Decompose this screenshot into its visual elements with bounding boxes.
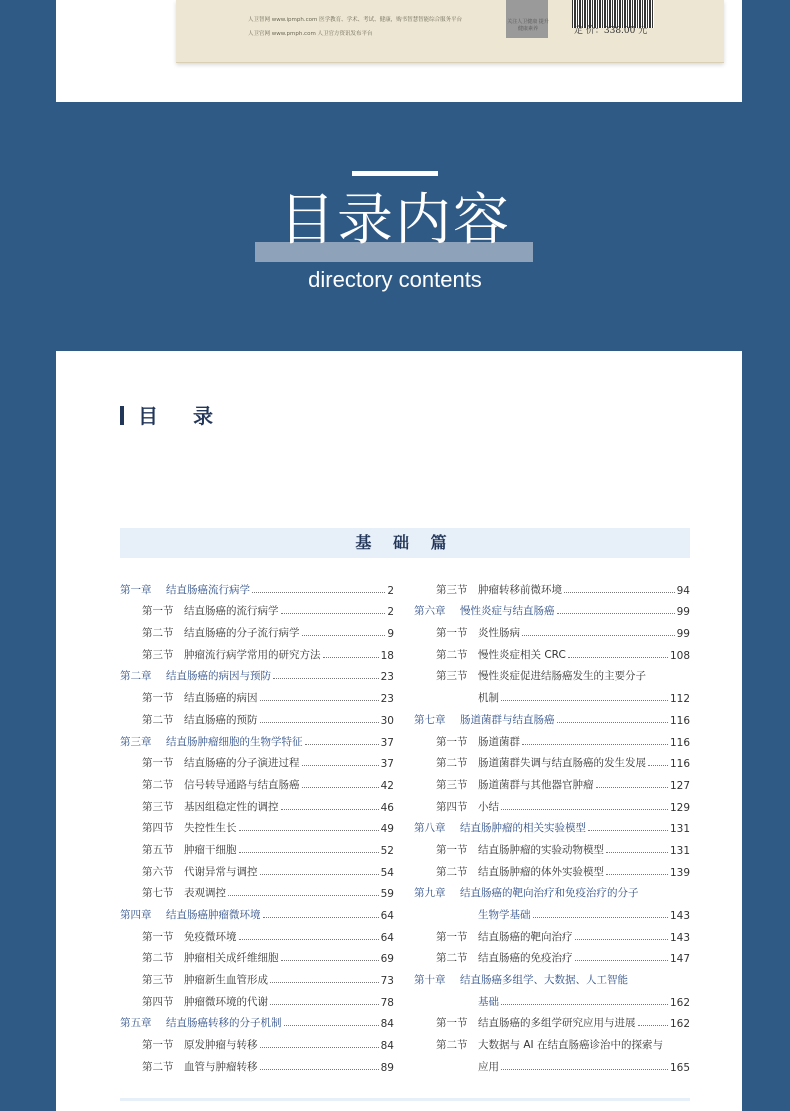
dot-leader xyxy=(263,917,379,918)
toc-entry-title: 结直肠癌的病因与预防 xyxy=(166,670,271,683)
toc-entry-title: 肠道菌群与其他器官肿瘤 xyxy=(478,778,594,791)
dot-leader xyxy=(284,1025,379,1026)
publisher-line-1: 人卫智网 www.ipmph.com 医学教育、学术、考试、健康，购书智慧智能综合服务平台 xyxy=(248,17,463,23)
toc-entry-number: 第七节 xyxy=(142,887,174,900)
dot-leader xyxy=(648,765,668,766)
toc-entry-title: 机制 xyxy=(478,692,499,705)
dot-leader xyxy=(302,787,379,788)
toc-entry-title: 肿瘤微环境的代谢 xyxy=(184,995,268,1008)
toc-page-number: 108 xyxy=(669,649,690,662)
toc-right-column xyxy=(414,575,690,1074)
toc-left-column xyxy=(120,575,394,1074)
toc-entry-number: 第三节 xyxy=(142,648,174,661)
toc-chapter-row[interactable] xyxy=(414,597,690,619)
toc-page-number: 165 xyxy=(669,1061,690,1074)
toc-page-number: 23 xyxy=(380,671,394,684)
toc-section-row[interactable] xyxy=(414,662,690,684)
toc-entry-title: 肿瘤流行病学常用的研究方法 xyxy=(184,648,321,661)
toc-page-number: 112 xyxy=(669,693,690,706)
toc-page-number: 127 xyxy=(669,779,690,792)
dot-leader xyxy=(588,830,668,831)
publisher-line-2: 人卫官网 www.pmph.com 人卫官方资讯发布平台 xyxy=(248,31,373,37)
toc-entry-number: 第一节 xyxy=(436,1017,468,1030)
toc-entry-number: 第二节 xyxy=(142,952,174,965)
toc-chapter-row[interactable] xyxy=(120,1009,394,1031)
toc-page-number: 116 xyxy=(669,714,690,727)
toc-entry-title: 结直肠癌的病因 xyxy=(184,692,258,705)
toc-page-number: 99 xyxy=(676,606,690,619)
dot-leader xyxy=(270,982,379,983)
toc-entry-number: 第十章 xyxy=(414,974,446,987)
heading-marker-bar xyxy=(120,406,124,425)
toc-page-number: 143 xyxy=(669,910,690,922)
toc-page-number: 73 xyxy=(380,975,394,988)
toc-page-number: 52 xyxy=(380,844,394,857)
toc-entry-number: 第二节 xyxy=(142,627,174,640)
toc-section-row[interactable] xyxy=(120,814,394,836)
dot-leader xyxy=(568,657,668,658)
book-cover-card xyxy=(56,0,742,102)
toc-entry-number: 第二节 xyxy=(142,713,174,726)
toc-entry-number: 第一节 xyxy=(436,735,468,748)
toc-page-number: 129 xyxy=(669,801,690,814)
toc-entry-title: 肠道菌群与结直肠癌 xyxy=(460,713,555,726)
toc-section-row[interactable] xyxy=(120,792,394,814)
dot-leader xyxy=(501,1069,668,1070)
dot-leader xyxy=(557,613,675,614)
toc-page-number: 64 xyxy=(380,910,394,922)
toc-chapter-row[interactable] xyxy=(120,575,394,597)
toc-section-row[interactable] xyxy=(120,987,394,1009)
toc-entry-title: 肿瘤新生血管形成 xyxy=(184,974,268,987)
dot-leader xyxy=(239,852,379,853)
dot-leader xyxy=(564,592,675,593)
book-back-cover xyxy=(176,0,724,63)
toc-page-number: 147 xyxy=(669,953,690,966)
toc-entry-title: 生物学基础 xyxy=(478,909,531,921)
toc-page-number: 9 xyxy=(387,628,394,641)
toc-entry-number: 第七章 xyxy=(414,713,446,726)
header-accent-bar xyxy=(352,171,438,176)
toc-entry-title: 信号转导通路与结直肠癌 xyxy=(184,778,300,791)
toc-entry-number: 第五章 xyxy=(120,1017,152,1030)
toc-page-number: 2 xyxy=(387,584,394,597)
toc-page-number: 18 xyxy=(380,649,394,662)
toc-page-number: 84 xyxy=(380,1040,394,1053)
toc-entry-number: 第二节 xyxy=(436,952,468,965)
toc-entry-number: 第一节 xyxy=(142,605,174,618)
dot-leader xyxy=(557,722,668,723)
toc-entry-title: 结直肠癌的分子流行病学 xyxy=(184,627,300,640)
toc-section-row[interactable] xyxy=(414,857,690,879)
toc-page-number: 49 xyxy=(380,823,394,836)
dot-leader xyxy=(281,613,386,614)
dot-leader xyxy=(522,744,668,745)
toc-entry-number: 第八章 xyxy=(414,822,446,835)
toc-section-row[interactable] xyxy=(120,1030,394,1052)
toc-entry-number: 第二节 xyxy=(436,648,468,661)
toc-entry-number: 第六节 xyxy=(142,865,174,878)
dot-leader xyxy=(533,917,668,918)
toc-entry-title: 结直肠癌的预防 xyxy=(184,713,258,726)
toc-entry-number: 第一节 xyxy=(142,692,174,705)
toc-entry-number: 第四章 xyxy=(120,909,152,921)
toc-page-number: 162 xyxy=(669,996,690,1009)
toc-section-row[interactable] xyxy=(120,597,394,619)
toc-entry-title: 基因组稳定性的调控 xyxy=(184,800,279,813)
toc-section-row[interactable] xyxy=(414,683,690,705)
toc-section-row[interactable] xyxy=(120,835,394,857)
toc-entry-number: 第三节 xyxy=(436,778,468,791)
toc-page-number: 139 xyxy=(669,866,690,879)
toc-entry-number: 第二节 xyxy=(436,1039,468,1052)
toc-chapter-row[interactable] xyxy=(120,662,394,684)
toc-section-row[interactable] xyxy=(414,727,690,749)
toc-page-number: 59 xyxy=(380,888,394,901)
toc-entry-number: 第一节 xyxy=(142,1039,174,1052)
toc-entry-title: 肠道菌群 xyxy=(478,735,520,748)
toc-chapter-row[interactable] xyxy=(414,987,690,1009)
toc-entry-number: 第一章 xyxy=(120,583,152,596)
toc-section-row[interactable] xyxy=(414,770,690,792)
toc-entry-number: 第四节 xyxy=(142,822,174,835)
toc-entry-title: 代谢异常与调控 xyxy=(184,865,258,878)
dot-leader xyxy=(305,744,379,745)
toc-entry-title: 结直肠癌流行病学 xyxy=(166,583,250,596)
toc-section-row[interactable] xyxy=(414,640,690,662)
toc-entry-number: 第二节 xyxy=(142,778,174,791)
toc-section-row[interactable] xyxy=(120,944,394,966)
toc-section-row[interactable] xyxy=(414,1052,690,1074)
toc-entry-title: 肿瘤干细胞 xyxy=(184,843,237,856)
toc-page-number: 54 xyxy=(380,866,394,879)
toc-entry-title: 血管与肿瘤转移 xyxy=(184,1060,258,1073)
toc-page-number: 84 xyxy=(380,1018,394,1031)
dot-leader xyxy=(522,635,675,636)
dot-leader xyxy=(239,939,379,940)
dot-leader xyxy=(501,1004,668,1005)
page-title: 目录内容 xyxy=(279,188,511,253)
toc-page-number: 30 xyxy=(380,714,394,727)
dot-leader xyxy=(270,1004,379,1005)
toc-entry-title: 基础 xyxy=(478,995,499,1008)
toc-entry-number: 第三节 xyxy=(436,583,468,596)
toc-entry-title: 结直肠肿瘤细胞的生物学特征 xyxy=(166,735,303,748)
toc-section-row[interactable] xyxy=(120,857,394,879)
toc-entry-title: 大数据与 AI 在结直肠癌诊治中的探索与 xyxy=(478,1039,663,1052)
toc-page-number: 37 xyxy=(380,758,394,771)
toc-section-row[interactable] xyxy=(414,944,690,966)
dot-leader xyxy=(575,939,668,940)
toc-page-number: 64 xyxy=(380,931,394,944)
toc-chapter-row[interactable] xyxy=(414,879,690,901)
toc-entry-number: 第一节 xyxy=(436,843,468,856)
toc-section-row[interactable] xyxy=(414,575,690,597)
toc-chapter-row[interactable] xyxy=(414,965,690,987)
toc-card xyxy=(56,351,742,1111)
toc-entry-title: 应用 xyxy=(478,1060,499,1073)
toc-entry-number: 第二章 xyxy=(120,670,152,683)
part-title-band xyxy=(120,528,690,558)
dot-leader xyxy=(606,874,668,875)
toc-chapter-row[interactable] xyxy=(414,900,690,922)
toc-entry-title: 表观调控 xyxy=(184,887,226,900)
toc-page-number: 46 xyxy=(380,801,394,814)
dot-leader xyxy=(575,960,668,961)
dot-leader xyxy=(239,830,379,831)
toc-entry-title: 结直肠癌的靶向治疗 xyxy=(478,930,573,943)
toc-entry-title: 结直肠癌的免疫治疗 xyxy=(478,952,573,965)
toc-entry-number: 第九章 xyxy=(414,887,446,900)
dot-leader xyxy=(260,722,379,723)
toc-entry-number: 第三章 xyxy=(120,735,152,748)
toc-page-number: 131 xyxy=(669,844,690,857)
dot-leader xyxy=(302,635,386,636)
toc-entry-title: 失控性生长 xyxy=(184,822,237,835)
dot-leader xyxy=(501,809,668,810)
toc-page-number: 42 xyxy=(380,779,394,792)
dot-leader xyxy=(323,657,379,658)
toc-section-row[interactable] xyxy=(120,705,394,727)
toc-page-number: 131 xyxy=(669,823,690,836)
dot-leader xyxy=(252,592,385,593)
toc-page-number: 143 xyxy=(669,931,690,944)
toc-section-row[interactable] xyxy=(120,618,394,640)
toc-entry-number: 第二节 xyxy=(436,865,468,878)
toc-entry-title: 结直肠癌的多组学研究应用与进展 xyxy=(478,1017,636,1030)
dot-leader xyxy=(260,1069,379,1070)
toc-entry-number: 第五节 xyxy=(142,843,174,856)
toc-entry-number: 第四节 xyxy=(436,800,468,813)
dot-leader xyxy=(260,874,379,875)
toc-entry-title: 结直肠癌的靶向治疗和免疫治疗的分子 xyxy=(460,887,639,900)
toc-page-number: 69 xyxy=(380,953,394,966)
dot-leader xyxy=(260,700,379,701)
toc-chapter-row[interactable] xyxy=(120,900,394,922)
toc-section-row[interactable] xyxy=(120,1052,394,1074)
toc-page-number: 94 xyxy=(676,584,690,597)
toc-section-row[interactable] xyxy=(414,1030,690,1052)
toc-entry-title: 炎性肠病 xyxy=(478,627,520,640)
toc-entry-number: 第三节 xyxy=(436,670,468,683)
toc-section-row[interactable] xyxy=(414,749,690,771)
toc-section-row[interactable] xyxy=(120,770,394,792)
toc-entry-number: 第一节 xyxy=(142,930,174,943)
toc-section-row[interactable] xyxy=(120,749,394,771)
toc-page-number: 162 xyxy=(669,1018,690,1031)
toc-entry-title: 结直肠癌多组学、大数据、人工智能 xyxy=(460,974,628,987)
toc-page-number: 23 xyxy=(380,693,394,706)
toc-section-row[interactable] xyxy=(120,879,394,901)
dot-leader xyxy=(638,1025,668,1026)
toc-page-number: 37 xyxy=(380,736,394,749)
toc-entry-number: 第四节 xyxy=(142,995,174,1008)
dot-leader xyxy=(501,700,668,701)
toc-page-number: 116 xyxy=(669,758,690,771)
toc-section-row[interactable] xyxy=(120,922,394,944)
toc-entry-title: 小结 xyxy=(478,800,499,813)
toc-section-row[interactable] xyxy=(120,965,394,987)
part-title: 基 础 篇 xyxy=(355,533,455,552)
toc-entry-title: 慢性炎症促进结肠癌发生的主要分子 xyxy=(478,670,646,683)
toc-entry-title: 结直肠癌的分子演进过程 xyxy=(184,757,300,770)
dot-leader xyxy=(596,787,668,788)
toc-page-number: 78 xyxy=(380,996,394,1009)
toc-entry-title: 结直肠肿瘤的体外实验模型 xyxy=(478,865,604,878)
toc-page-number: 2 xyxy=(387,606,394,619)
book-price: 定 价：338.00 元 xyxy=(574,26,648,36)
toc-entry-number: 第二节 xyxy=(142,1060,174,1073)
toc-entry-number: 第一节 xyxy=(142,757,174,770)
toc-entry-title: 结直肠癌转移的分子机制 xyxy=(166,1017,282,1030)
toc-entry-number: 第一节 xyxy=(436,627,468,640)
dot-leader xyxy=(302,765,379,766)
toc-entry-title: 结直肠癌的流行病学 xyxy=(184,605,279,618)
toc-section-row[interactable] xyxy=(414,792,690,814)
toc-page-number: 89 xyxy=(380,1061,394,1074)
toc-section-row[interactable] xyxy=(120,640,394,662)
toc-entry-title: 免疫微环境 xyxy=(184,930,237,943)
toc-entry-title: 肿瘤转移前微环境 xyxy=(478,583,562,596)
toc-page-number: 99 xyxy=(676,628,690,641)
dot-leader xyxy=(281,960,379,961)
toc-chapter-row[interactable] xyxy=(120,727,394,749)
toc-entry-title: 结直肠肿瘤的实验动物模型 xyxy=(478,843,604,856)
toc-entry-title: 慢性炎症相关 CRC xyxy=(478,648,566,661)
dot-leader xyxy=(228,895,379,896)
toc-section-row[interactable] xyxy=(414,835,690,857)
toc-page-number: 116 xyxy=(669,736,690,749)
toc-entry-number: 第三节 xyxy=(142,974,174,987)
toc-entry-number: 第二节 xyxy=(436,757,468,770)
toc-section-row[interactable] xyxy=(414,618,690,640)
toc-entry-title: 肿瘤相关成纤维细胞 xyxy=(184,952,279,965)
toc-entry-title: 结直肠癌肿瘤微环境 xyxy=(166,909,261,921)
toc-chapter-row[interactable] xyxy=(414,705,690,727)
page-subtitle: directory contents xyxy=(308,267,482,292)
toc-entry-title: 慢性炎症与结直肠癌 xyxy=(460,605,555,618)
toc-entry-title: 原发肿瘤与转移 xyxy=(184,1039,258,1052)
toc-section-row[interactable] xyxy=(120,683,394,705)
toc-section-row[interactable] xyxy=(414,1009,690,1031)
toc-entry-number: 第一节 xyxy=(436,930,468,943)
dot-leader xyxy=(281,809,379,810)
toc-entry-title: 肠道菌群失调与结直肠癌的发生发展 xyxy=(478,757,646,770)
qr-caption: 关注人卫健康 提升健康素养 xyxy=(507,19,549,32)
toc-entry-title: 结直肠肿瘤的相关实验模型 xyxy=(460,822,586,835)
dot-leader xyxy=(273,678,379,679)
toc-entry-number: 第六章 xyxy=(414,605,446,618)
dot-leader xyxy=(606,852,668,853)
toc-heading-text: 目 录 xyxy=(138,404,227,428)
toc-chapter-row[interactable] xyxy=(414,814,690,836)
dot-leader xyxy=(260,1047,379,1048)
toc-section-row[interactable] xyxy=(414,922,690,944)
toc-entry-number: 第三节 xyxy=(142,800,174,813)
